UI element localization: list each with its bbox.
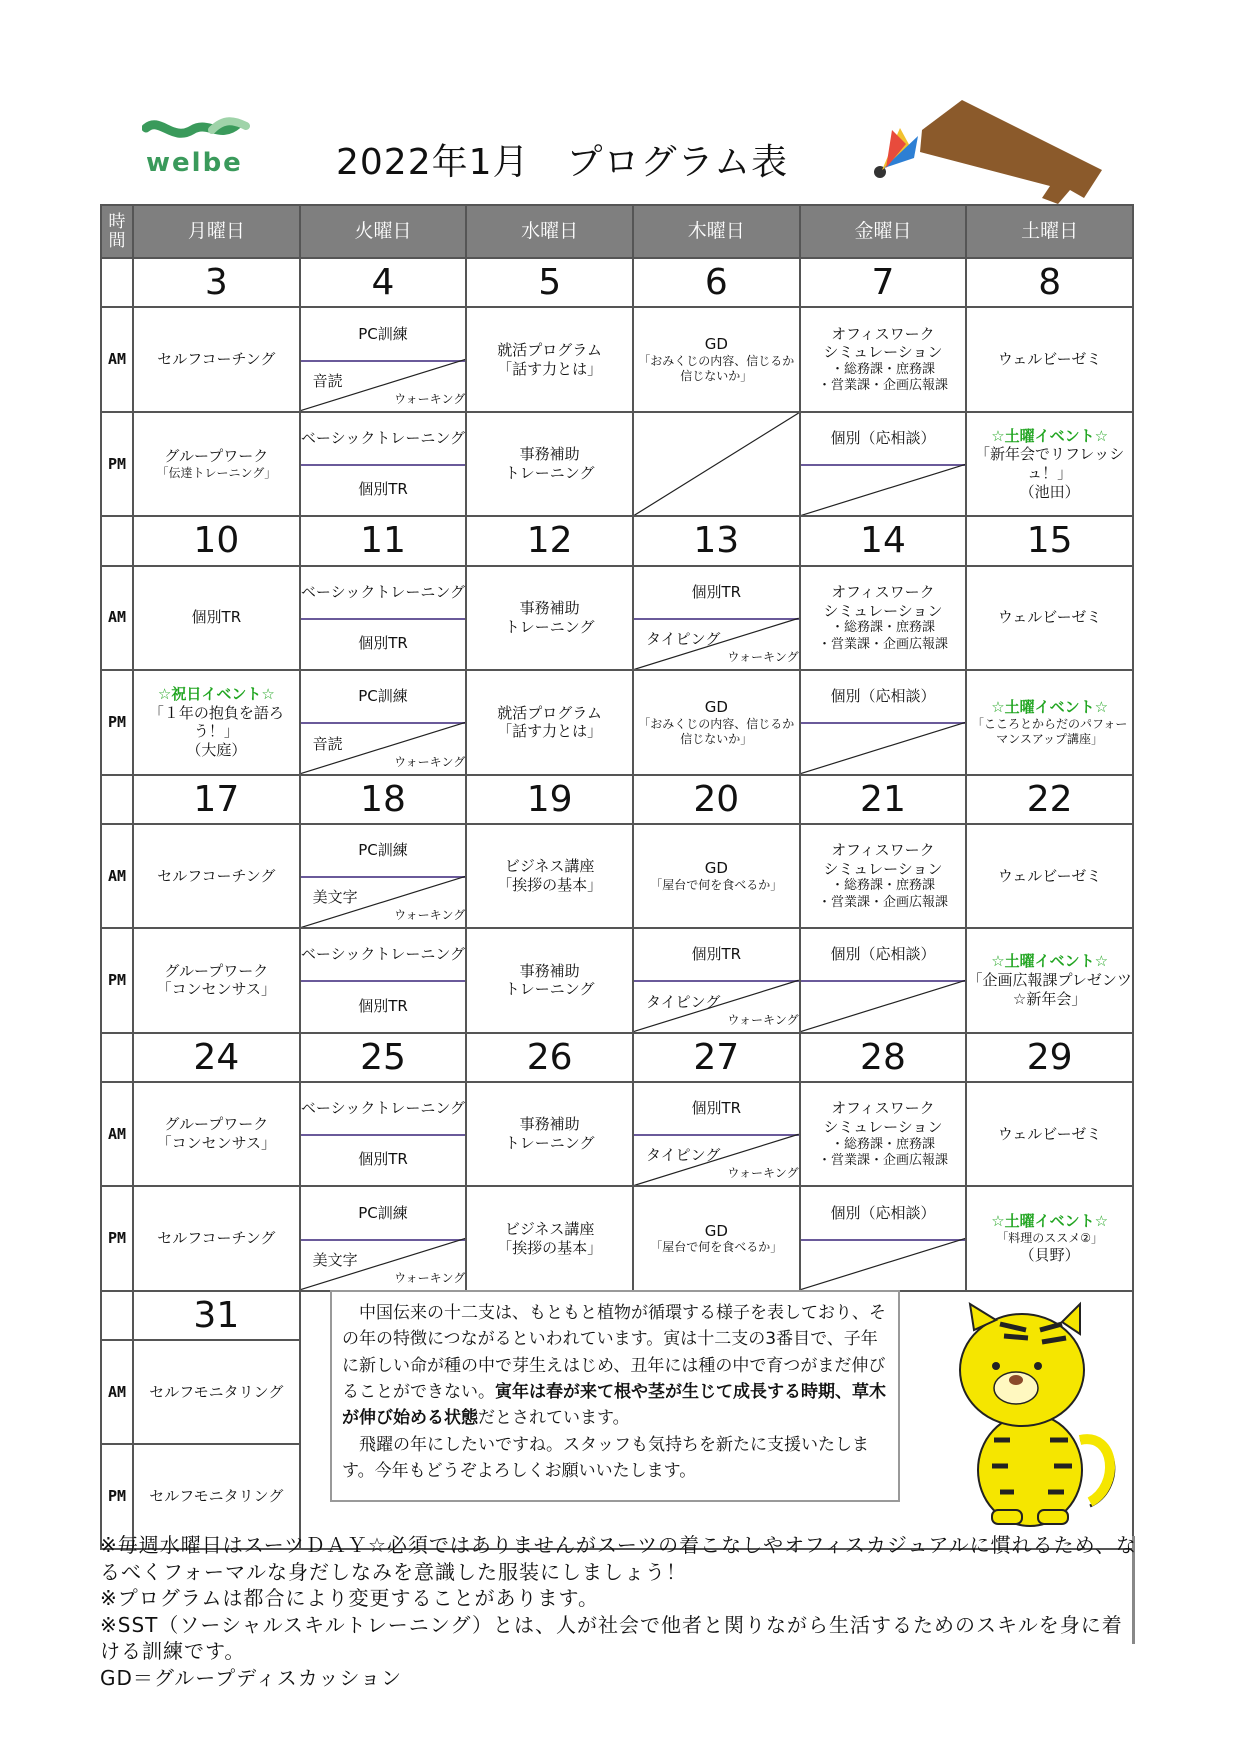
- program-line: グループワーク: [164, 1115, 269, 1134]
- program-line: GD: [704, 697, 728, 716]
- date: 19: [466, 775, 633, 824]
- date: 24: [133, 1033, 300, 1082]
- date: 20: [633, 775, 800, 824]
- blank-cell: [101, 775, 133, 824]
- program-cell: ウェルビーゼミ: [966, 824, 1133, 928]
- message-text: だとされています。: [478, 1408, 630, 1429]
- program-line: 「伝達トレーニング」: [156, 466, 277, 481]
- header-tuesday: 火曜日: [300, 205, 467, 258]
- pm-label: PM: [101, 928, 133, 1032]
- program-cell: [300, 1186, 467, 1290]
- date: 11: [300, 516, 467, 565]
- program-line: トレーニング: [504, 980, 595, 999]
- program-cell: [800, 1082, 967, 1186]
- program-line: （大庭）: [186, 741, 247, 760]
- message-text: 飛躍の年にしたいですね。スタッフも気持ちを新たに支援いたします。今年もどうぞよろしくお願いいたします。: [342, 1434, 869, 1482]
- diagonal-line: [801, 413, 966, 515]
- event-label: ☆土曜イベント☆: [991, 1212, 1109, 1231]
- diagonal-line: [634, 413, 799, 515]
- program-cell: [800, 412, 967, 516]
- event-cell: [966, 670, 1133, 774]
- program-cell: [633, 307, 800, 411]
- tiger-illustration-icon: [930, 1290, 1130, 1530]
- program-cell: [633, 928, 800, 1032]
- top-program: 個別TR: [634, 567, 799, 620]
- program-line: グループワーク: [164, 447, 269, 466]
- left-program: 音読: [312, 371, 343, 390]
- program-line: GD: [704, 335, 728, 354]
- event-label: ☆土曜イベント☆: [991, 952, 1109, 971]
- program-cell: [800, 824, 967, 928]
- program-line: ・総務課・庶務課: [830, 362, 935, 378]
- program-cell: [300, 307, 467, 411]
- program-line: 「話す力とは」: [497, 359, 603, 378]
- program-cell: セルフコーチング: [133, 824, 300, 928]
- date: 21: [800, 775, 967, 824]
- blank-cell: [101, 258, 133, 307]
- event-cell: [966, 928, 1133, 1032]
- program-cell: [466, 1082, 633, 1186]
- bottom-program: 個別TR: [358, 1150, 408, 1169]
- diagonal-line: [801, 671, 966, 773]
- program-cell: [466, 412, 633, 516]
- program-cell: セルフコーチング: [133, 307, 300, 411]
- program-cell: セルフコーチング: [133, 1186, 300, 1290]
- footer-line: ※SST（ソーシャルスキルトレーニング）とは、人が社会で他者と関りながら生活するためのスキルを身に着ける訓練です。: [100, 1612, 1123, 1664]
- top-program: ベーシックトレーニング: [301, 929, 466, 982]
- program-line: 「料理のススメ②」: [996, 1231, 1104, 1246]
- program-cell: [800, 566, 967, 670]
- program-line: ・総務課・庶務課: [830, 1136, 935, 1152]
- new-year-message: [330, 1290, 900, 1502]
- program-cell: [300, 928, 467, 1032]
- program-line: シミュレーション: [823, 1117, 943, 1136]
- program-line: トレーニング: [504, 464, 595, 483]
- am-label: AM: [101, 307, 133, 411]
- date: 5: [466, 258, 633, 307]
- program-line: ・営業課・企画広報課: [817, 636, 948, 652]
- header-friday: 金曜日: [800, 205, 967, 258]
- event-cell: [966, 1186, 1133, 1290]
- date: 26: [466, 1033, 633, 1082]
- program-cell: [300, 566, 467, 670]
- top-program: 個別（応相談）: [801, 1187, 966, 1240]
- program-cell: [633, 1186, 800, 1290]
- footer-line: GD＝グループディスカッション: [100, 1665, 403, 1690]
- program-cell: [466, 1186, 633, 1290]
- top-program: ベーシックトレーニング: [301, 567, 466, 620]
- footer-line: ※毎週水曜日はスーツＤＡＹ☆必須ではありませんがスーツの着こなしやオフィスカジュアルに慣れるため、なるべくフォーマルな身だしなみを意識した服装にしましょう！: [100, 1533, 1137, 1584]
- program-line: GD: [704, 1221, 728, 1240]
- program-cell: [633, 1082, 800, 1186]
- program-line: 「挨拶の基本」: [497, 875, 603, 894]
- top-program: PC訓練: [301, 671, 466, 724]
- time-header: 時間: [101, 205, 133, 258]
- date: 17: [133, 775, 300, 824]
- program-line: 「屋台で何を食べるか」: [650, 1240, 783, 1255]
- top-program: PC訓練: [301, 825, 466, 878]
- program-line: 事務補助: [519, 1115, 580, 1134]
- program-cell: [633, 566, 800, 670]
- date: 12: [466, 516, 633, 565]
- event-label: ☆土曜イベント☆: [991, 697, 1109, 716]
- date: 7: [800, 258, 967, 307]
- program-cell: [300, 824, 467, 928]
- top-program: 個別（応相談）: [801, 929, 966, 982]
- date: 25: [300, 1033, 467, 1082]
- footer-notes: [100, 1532, 1140, 1692]
- date: 3: [133, 258, 300, 307]
- program-line: ・営業課・企画広報課: [817, 378, 948, 394]
- program-line: トレーニング: [504, 617, 595, 636]
- right-program: ウォーキング: [394, 754, 466, 769]
- program-cell: [133, 1082, 300, 1186]
- program-cell: [133, 412, 300, 516]
- program-line: 事務補助: [519, 961, 580, 980]
- diagonal-line: [801, 1187, 966, 1289]
- program-line: 就活プログラム: [497, 703, 603, 722]
- program-cell: [466, 307, 633, 411]
- left-program: タイピング: [645, 1146, 721, 1165]
- program-cell: ウェルビーゼミ: [966, 307, 1133, 411]
- date: 28: [800, 1033, 967, 1082]
- event-label: ☆土曜イベント☆: [991, 426, 1109, 445]
- right-program: ウォーキング: [394, 391, 466, 406]
- message-emphasis: 寅年は春が来て根や茎が生じて成長する時期、草木が伸び始める状態: [342, 1382, 886, 1429]
- program-cell: ウェルビーゼミ: [966, 1082, 1133, 1186]
- header-saturday: 土曜日: [966, 205, 1133, 258]
- date: 13: [633, 516, 800, 565]
- program-line: ・総務課・庶務課: [830, 878, 935, 894]
- event-cell: [966, 412, 1133, 516]
- diagonal-line: [801, 929, 966, 1031]
- date: 4: [300, 258, 467, 307]
- bottom-program: 個別TR: [358, 634, 408, 653]
- top-program: PC訓練: [301, 1187, 466, 1240]
- program-line: ・営業課・企画広報課: [817, 1152, 948, 1168]
- footer-line: ※プログラムは都合により変更することがあります。: [100, 1586, 599, 1611]
- pm-label: PM: [101, 412, 133, 516]
- header-monday: 月曜日: [133, 205, 300, 258]
- program-cell: [466, 928, 633, 1032]
- program-line: シミュレーション: [823, 601, 943, 620]
- program-line: オフィスワーク: [831, 840, 935, 859]
- page-title: 2022年1月 プログラム表: [336, 142, 789, 183]
- am-label: AM: [101, 566, 133, 670]
- top-program: ベーシックトレーニング: [301, 1083, 466, 1136]
- blank-cell: [101, 1291, 133, 1340]
- header-wednesday: 水曜日: [466, 205, 633, 258]
- left-program: タイピング: [645, 992, 721, 1011]
- program-cell: [133, 928, 300, 1032]
- program-cell: [466, 824, 633, 928]
- program-line: （貝野）: [1019, 1246, 1080, 1265]
- top-program: ベーシックトレーニング: [301, 413, 466, 466]
- date: 29: [966, 1033, 1133, 1082]
- program-line: 「コンセンサス」: [156, 980, 277, 999]
- date: 22: [966, 775, 1133, 824]
- program-cell: [466, 670, 633, 774]
- hagoita-icon: [862, 100, 1112, 210]
- program-line: GD: [704, 859, 728, 878]
- program-line: 「新年会でリフレッシュ！」: [975, 445, 1125, 483]
- pm-label: PM: [101, 1444, 133, 1549]
- left-program: 美文字: [312, 888, 358, 907]
- bottom-program: 個別TR: [358, 480, 408, 499]
- program-line: オフィスワーク: [831, 582, 935, 601]
- program-cell: 個別TR: [133, 566, 300, 670]
- program-cell: [800, 928, 967, 1032]
- am-label: AM: [101, 1340, 133, 1444]
- program-line: （池田）: [1019, 482, 1080, 501]
- program-line: 「コンセンサス」: [156, 1134, 277, 1153]
- program-line: 「１年の抱負を語ろう！」: [148, 703, 284, 741]
- program-line: シミュレーション: [823, 343, 943, 362]
- program-line: オフィスワーク: [831, 1099, 935, 1118]
- program-cell: [633, 670, 800, 774]
- program-cell: [300, 1082, 467, 1186]
- event-label: ☆祝日イベント☆: [157, 684, 275, 703]
- right-program: ウォーキング: [727, 1166, 799, 1181]
- date: 14: [800, 516, 967, 565]
- left-program: 美文字: [312, 1250, 358, 1269]
- am-label: AM: [101, 824, 133, 928]
- program-line: シミュレーション: [823, 859, 943, 878]
- program-line: 事務補助: [519, 599, 580, 618]
- am-label: AM: [101, 1082, 133, 1186]
- date: 10: [133, 516, 300, 565]
- pm-label: PM: [101, 1186, 133, 1290]
- blank-cell: [101, 1033, 133, 1082]
- program-line: 事務補助: [519, 445, 580, 464]
- program-cell: [800, 670, 967, 774]
- program-cell: セルフモニタリング: [133, 1340, 300, 1444]
- program-line: グループワーク: [164, 961, 269, 980]
- program-cell: [800, 307, 967, 411]
- program-line: 「屋台で何を食べるか」: [650, 877, 783, 892]
- top-program: 個別TR: [634, 929, 799, 982]
- date: 27: [633, 1033, 800, 1082]
- program-line: ビジネス講座: [504, 1219, 595, 1238]
- top-program: PC訓練: [301, 308, 466, 361]
- program-cell: [800, 1186, 967, 1290]
- program-cell: [300, 670, 467, 774]
- program-cell: ウェルビーゼミ: [966, 566, 1133, 670]
- program-line: 就活プログラム: [497, 340, 603, 359]
- right-program: ウォーキング: [727, 1012, 799, 1027]
- date: 8: [966, 258, 1133, 307]
- right-program: ウォーキング: [394, 1270, 466, 1285]
- program-cell: [300, 412, 467, 516]
- program-cell: セルフモニタリング: [133, 1444, 300, 1549]
- message-text: 中国伝来の十二支は、もともと植物が循環する様子を表しており、その年の特徴につながるといわれています。寅は十二支の3番目で、子年に新しい命が種の中で芽生えはじめ、丑年には種の中で育つがまだ伸びることができない。: [342, 1303, 886, 1403]
- left-program: 音読: [312, 734, 343, 753]
- top-program: 個別TR: [634, 1083, 799, 1136]
- right-program: ウォーキング: [394, 908, 466, 923]
- program-line: 「話す力とは」: [497, 722, 603, 741]
- program-line: オフィスワーク: [831, 324, 935, 343]
- event-cell: [133, 670, 300, 774]
- program-line: 「挨拶の基本」: [497, 1238, 603, 1257]
- left-program: タイピング: [645, 630, 721, 649]
- program-line: 「企画広報課プレゼンツ☆新年会」: [967, 971, 1132, 1008]
- blank-cell: [101, 516, 133, 565]
- right-program: ウォーキング: [727, 650, 799, 665]
- program-line: ・総務課・庶務課: [830, 620, 935, 636]
- pm-label: PM: [101, 670, 133, 774]
- logo-text: welbe: [146, 148, 243, 178]
- program-line: トレーニング: [504, 1134, 595, 1153]
- bottom-program: 個別TR: [358, 996, 408, 1015]
- date: 18: [300, 775, 467, 824]
- date: 15: [966, 516, 1133, 565]
- top-program: 個別（応相談）: [801, 671, 966, 724]
- program-cell: [466, 566, 633, 670]
- program-line: ビジネス講座: [504, 857, 595, 876]
- program-line: 「おみくじの内容、信じるか信じないか」: [638, 716, 795, 746]
- top-program: 個別（応相談）: [801, 413, 966, 466]
- program-line: 「こころとからだのパフォーマンスアップ講座」: [971, 716, 1128, 746]
- date: 6: [633, 258, 800, 307]
- header-thursday: 木曜日: [633, 205, 800, 258]
- program-line: 「おみくじの内容、信じるか信じないか」: [638, 354, 795, 384]
- program-line: ・営業課・企画広報課: [817, 894, 948, 910]
- empty-cell: [633, 412, 800, 516]
- date: 31: [133, 1291, 300, 1340]
- program-cell: [633, 824, 800, 928]
